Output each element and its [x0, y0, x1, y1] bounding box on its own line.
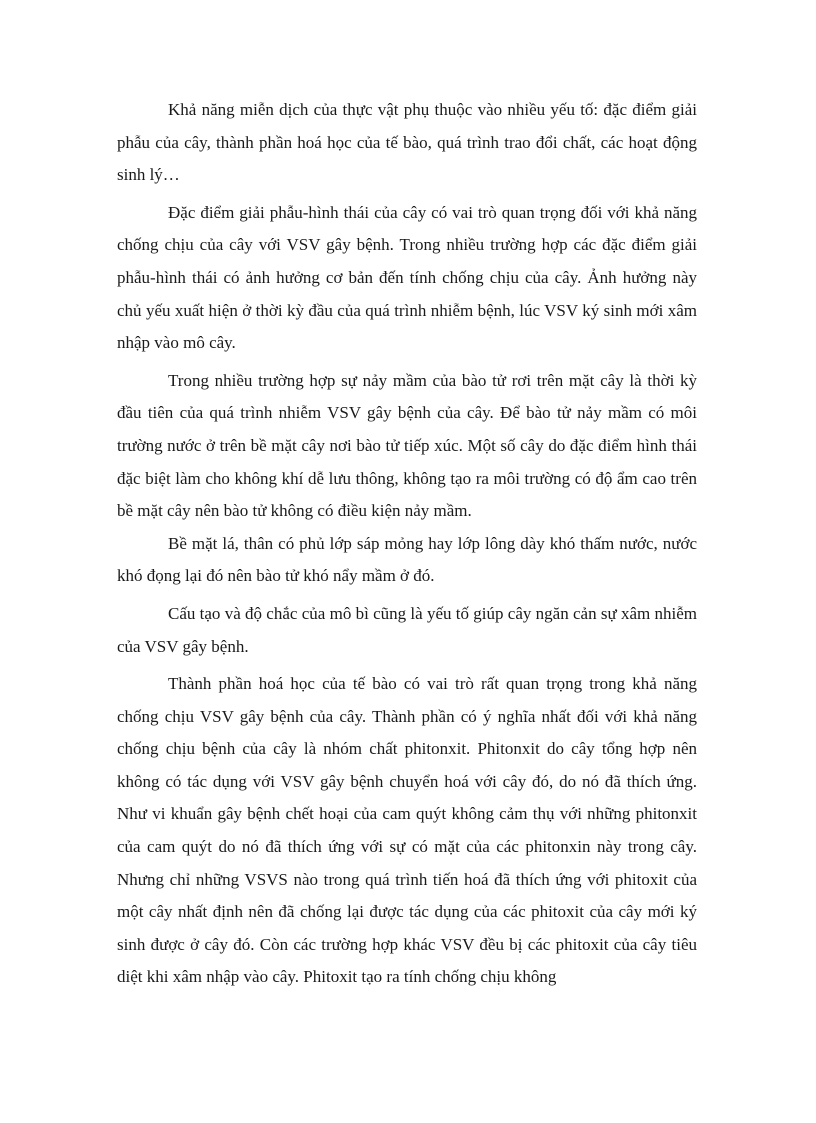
- paragraph-epidermis: Cấu tạo và độ chắc của mô bì cũng là yếu tố giúp cây ngăn cản sự xâm nhiễm của VSV gây bệnh.: [117, 603, 697, 656]
- paragraph-leaf-surface: Bề mặt lá, thân có phủ lớp sáp mỏng hay lớp lông dày khó thấm nước, nước khó đọng lại đó nên bào tử khó nẩy mầm ở đó.: [117, 533, 697, 586]
- paragraph-immunity-factors: Khả năng miễn dịch của thực vật phụ thuộc vào nhiều yếu tố: đặc điểm giải phẫu của cây, thành phần hoá học của tế bào, quá trình trao đổi chất, các hoạt động sinh lý…: [117, 100, 697, 185]
- paragraph-spore-germination: Trong nhiều trường hợp sự nảy mầm của bào tử rơi trên mặt cây là thời kỳ đầu tiên của quá trình nhiễm VSV gây bệnh của cây. Để bào tử nảy mầm có môi trường nước ở trên bề mặt cây nơi bào tử tiếp xúc. Một số cây do đặc điểm hình thái đặc biệt làm cho không khí dễ lưu thông, không tạo ra môi trường có độ ẩm cao trên bề mặt cây nên bào tử không có điều kiện nảy mầm.: [117, 370, 697, 521]
- paragraph-anatomy-morphology: Đặc điểm giải phẫu-hình thái của cây có vai trò quan trọng đối với khả năng chống chịu của cây với VSV gây bệnh. Trong nhiều trường hợp các đặc điểm giải phẫu-hình thái có ảnh hưởng cơ bản đến tính chống chịu của cây. Ảnh hưởng này chủ yếu xuất hiện ở thời kỳ đầu của quá trình nhiễm bệnh, lúc VSV ký sinh mới xâm nhập vào mô cây.: [117, 202, 697, 353]
- document-body: [117, 94, 697, 994]
- paragraph-chemical-composition: Thành phần hoá học của tế bào có vai trò rất quan trọng trong khả năng chống chịu VSV gây bệnh của cây. Thành phần có ý nghĩa nhất đối với khả năng chống chịu bệnh của cây là nhóm chất phitonxit. Phitonxit do cây tổng hợp nên không có tác dụng với VSV gây bệnh chuyển hoá với cây đó, do nó đã thích ứng. Như vi khuẩn gây bệnh chết hoại của cam quýt không cảm thụ với những phitonxit của cam quýt do nó đã thích ứng với sự có mặt của các phitonxin này trong cây. Nhưng chỉ những VSVS nào trong quá trình tiến hoá đã thích ứng với phitoxit của một cây nhất định nên đã chống lại được tác dụng của các phitoxit của cây mới ký sinh được ở cây đó. Còn các trường hợp khác VSV đều bị các phitoxit của cây tiêu diệt khi xâm nhập vào cây. Phitoxit tạo ra tính chống chịu không: [117, 674, 697, 987]
